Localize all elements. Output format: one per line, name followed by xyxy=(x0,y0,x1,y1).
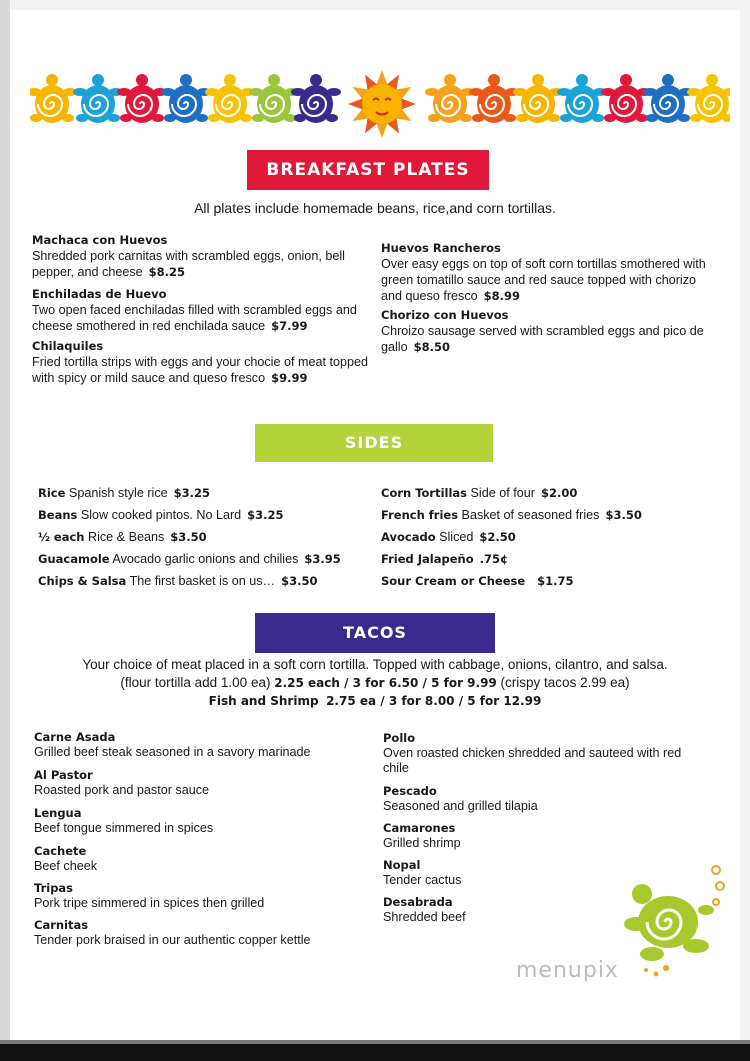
item-desc: Over easy eggs on top of soft corn tortillas smothered with green tomatillo sauce and red sauce topped with chorizo and queso fresco xyxy=(381,257,706,303)
taco-item-al-pastor xyxy=(34,768,364,798)
taco-name: Desabrada xyxy=(383,895,453,909)
side-item-beans xyxy=(38,507,284,523)
turtle-icon xyxy=(513,74,563,123)
taco-name: Nopal xyxy=(383,858,421,872)
fish-shrimp-label: Fish and Shrimp xyxy=(208,694,319,708)
item-name: Enchiladas de Huevo xyxy=(32,287,167,301)
turtle-icon xyxy=(117,74,167,123)
item-name: Chilaquiles xyxy=(32,339,104,353)
side-desc: Rice & Beans xyxy=(87,530,165,544)
taco-item-pescado xyxy=(383,784,683,814)
side-price: $3.95 xyxy=(304,552,341,566)
turtle-icon xyxy=(557,74,607,123)
side-name: Guacamole xyxy=(38,552,110,566)
breakfast-banner: BREAKFAST PLATES xyxy=(247,150,489,190)
taco-desc: Beef tongue simmered in spices xyxy=(34,821,214,835)
taco-desc: Beef cheek xyxy=(34,859,98,873)
turtle-icon xyxy=(469,74,519,123)
taco-item-tripas xyxy=(34,881,364,911)
side-price: $3.25 xyxy=(173,486,211,500)
taco-desc: Grilled beef steak seasoned in a savory marinade xyxy=(34,745,311,759)
taco-name: Pollo xyxy=(383,731,416,745)
taco-desc: Tender pork braised in our authentic copper kettle xyxy=(34,933,311,947)
item-desc: Two open faced enchiladas filled with scrambled eggs and cheese smothered in red enchilada sauce xyxy=(32,303,357,333)
taco-desc: Seasoned and grilled tilapia xyxy=(383,799,538,813)
item-price: $8.25 xyxy=(148,265,186,279)
tacos-banner: TACOS xyxy=(255,613,495,653)
side-price: $2.00 xyxy=(540,486,578,500)
breakfast-item-rancheros xyxy=(381,240,711,304)
side-name: ½ each xyxy=(38,530,85,544)
taco-name: Carne Asada xyxy=(34,730,116,744)
side-desc: Basket of seasoned fries xyxy=(461,508,600,522)
turtle-icon xyxy=(30,74,77,123)
side-name: Avocado xyxy=(381,530,436,544)
item-name: Huevos Rancheros xyxy=(381,241,501,255)
item-price: $7.99 xyxy=(271,319,308,333)
taco-item-pollo xyxy=(383,731,683,776)
tacos-pricing xyxy=(10,674,740,692)
side-desc: The first basket is on us… xyxy=(129,574,276,588)
side-name: Fried Jalapeño xyxy=(381,552,474,566)
taco-item-camarones xyxy=(383,821,683,851)
item-price: $8.99 xyxy=(483,289,521,303)
side-item-fried-jalapeno xyxy=(381,551,508,567)
taco-desc: Pork tripe simmered in spices then grilled xyxy=(34,896,265,910)
taco-desc: Roasted pork and pastor sauce xyxy=(34,783,210,797)
turtle-icon xyxy=(205,74,255,123)
side-price: $2.50 xyxy=(479,530,516,544)
side-price: $1.75 xyxy=(537,574,574,588)
side-desc: Slow cooked pintos. No Lard xyxy=(80,508,242,522)
item-name: Chorizo con Huevos xyxy=(381,308,509,322)
taco-desc: Grilled shrimp xyxy=(383,836,461,850)
turtle-icon xyxy=(643,74,693,123)
turtle-icon xyxy=(249,74,299,123)
breakfast-item-chorizo xyxy=(381,307,711,355)
scan-edge-bottom-line xyxy=(0,1040,750,1044)
sides-banner: SIDES xyxy=(255,424,493,462)
turtle-icon xyxy=(687,74,730,123)
taco-desc: Oven roasted chicken shredded and sauteed with red chile xyxy=(383,746,682,775)
breakfast-item-chilaquiles xyxy=(32,338,372,386)
taco-name: Al Pastor xyxy=(34,768,93,782)
turtle-border xyxy=(30,66,730,138)
crispy-tacos-note: (crispy tacos 2.99 ea) xyxy=(500,675,630,690)
turtle-icon xyxy=(425,74,475,123)
scan-edge-left xyxy=(0,0,10,1061)
taco-name: Carnitas xyxy=(34,918,89,932)
side-name: Beans xyxy=(38,508,78,522)
tacos-description: Your choice of meat placed in a soft corn tortilla. Topped with cabbage, onions, cilantro, and salsa. xyxy=(82,657,668,672)
breakfast-item-machaca xyxy=(32,232,362,280)
side-name: Corn Tortillas xyxy=(381,486,468,500)
turtle-icon xyxy=(291,74,341,123)
menupix-watermark: menupix xyxy=(516,958,619,983)
side-item-avocado xyxy=(381,529,516,545)
side-price: $3.50 xyxy=(281,574,318,588)
taco-name: Tripas xyxy=(34,881,74,895)
item-desc: Chroizo sausage served with scrambled eggs and pico de gallo xyxy=(381,324,704,354)
fish-shrimp-tiers: 2.75 ea / 3 for 8.00 / 5 for 12.99 xyxy=(326,694,542,708)
taco-item-cachete xyxy=(34,844,364,874)
taco-price-tiers: 2.25 each / 3 for 6.50 / 5 for 9.99 xyxy=(274,676,497,690)
corner-turtle-icon xyxy=(616,850,736,980)
flour-tortilla-note: (flour tortilla add 1.00 ea) xyxy=(120,675,271,690)
item-desc: Fried tortilla strips with eggs and your chocie of meat topped with spicy or mild sauce and queso fresco xyxy=(32,355,369,385)
item-price: $9.99 xyxy=(271,371,308,385)
side-name: Rice xyxy=(38,486,66,500)
side-item-guacamole xyxy=(38,551,341,567)
taco-desc: Shredded beef xyxy=(383,910,466,924)
taco-name: Camarones xyxy=(383,821,456,835)
item-price: $8.50 xyxy=(413,340,450,354)
side-desc: Avocado garlic onions and chilies xyxy=(112,552,299,566)
taco-item-carnitas xyxy=(34,918,364,948)
side-item-chips-salsa xyxy=(38,573,318,589)
sun-icon xyxy=(348,70,416,138)
side-name: French fries xyxy=(381,508,459,522)
fish-shrimp-pricing xyxy=(10,692,740,710)
taco-name: Cachete xyxy=(34,844,87,858)
side-item-rice xyxy=(38,485,210,501)
side-item-french-fries xyxy=(381,507,642,523)
breakfast-item-enchiladas xyxy=(32,286,362,334)
taco-desc: Tender cactus xyxy=(383,873,462,887)
taco-name: Lengua xyxy=(34,806,82,820)
side-price: $3.50 xyxy=(170,530,207,544)
side-name: Chips & Salsa xyxy=(38,574,127,588)
side-item-sour-cream xyxy=(381,573,574,589)
side-desc: Side of four xyxy=(470,486,535,500)
turtle-icon xyxy=(601,74,651,123)
side-price: .75¢ xyxy=(479,552,509,566)
turtle-icon xyxy=(161,74,211,123)
item-name: Machaca con Huevos xyxy=(32,233,168,247)
breakfast-subtitle: All plates include homemade beans, rice,and corn tortillas. xyxy=(194,200,556,216)
side-desc: Sliced xyxy=(439,530,474,544)
taco-item-carne-asada xyxy=(34,730,364,760)
taco-name: Pescado xyxy=(383,784,437,798)
side-desc: Spanish style rice xyxy=(68,486,168,500)
side-price: $3.25 xyxy=(247,508,284,522)
side-item-half-each xyxy=(38,529,207,545)
taco-item-lengua xyxy=(34,806,364,836)
turtle-icon xyxy=(73,74,123,123)
menu-page xyxy=(10,10,740,1040)
item-desc: Shredded pork carnitas with scrambled eggs, onion, bell pepper, and cheese xyxy=(32,249,345,279)
side-name: Sour Cream or Cheese xyxy=(381,574,526,588)
side-price: $3.50 xyxy=(605,508,642,522)
side-item-corn-tortillas xyxy=(381,485,577,501)
